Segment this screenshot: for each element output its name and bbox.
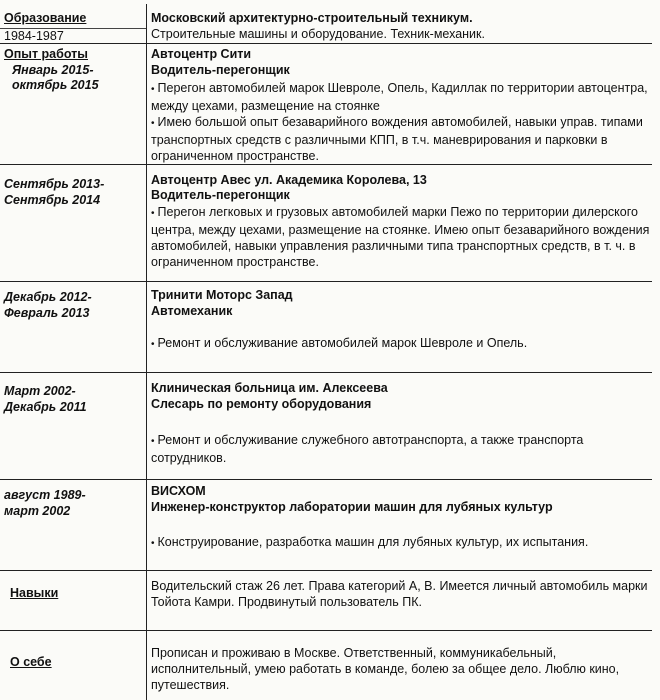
education-years: 1984-1987 [4, 29, 64, 43]
section-divider [0, 479, 652, 480]
section-divider [0, 570, 652, 571]
job-period-start: Январь 2015- [12, 63, 94, 77]
job-position: Водитель-перегонщик [151, 63, 290, 77]
section-divider [0, 43, 652, 44]
job-duties [151, 335, 651, 353]
job-period-start: Декабрь 2012- [4, 290, 92, 304]
education-label: Образование [4, 11, 87, 25]
duty-item: • Ремонт и обслуживание автомобилей марок Шевроле и Опель. [151, 335, 651, 353]
job-period-end: Декабрь 2011 [4, 400, 87, 414]
job-period-end: октябрь 2015 [12, 78, 99, 92]
job-company: Тринити Моторс Запад [151, 288, 293, 302]
job-duties [151, 80, 651, 164]
job-period-start: Сентябрь 2013- [4, 177, 105, 191]
job-duties [151, 204, 651, 270]
job-duties [151, 534, 651, 552]
section-divider [0, 372, 652, 373]
job-position: Автомеханик [151, 304, 233, 318]
education-school: Московский архитектурно-строительный техникум. [151, 11, 473, 25]
job-period-end: март 2002 [4, 504, 71, 518]
job-position: Инженер-конструктор лаборатории машин для лубяных культур [151, 500, 553, 514]
experience-label: Опыт работы [4, 47, 88, 61]
job-company: ВИСХОМ [151, 484, 206, 498]
job-company: Автоцентр Сити [151, 47, 252, 61]
job-period-end: Сентябрь 2014 [4, 193, 101, 207]
job-duties [151, 432, 651, 466]
section-divider [0, 630, 652, 631]
job-period-end: Февраль 2013 [4, 306, 90, 320]
duty-item: • Перегон автомобилей марок Шевроле, Опель, Кадиллак по территории автоцентра, между цехами, размещение на стоянке [151, 80, 651, 114]
skills-text: Водительский стаж 26 лет. Права категорий А, В. Имеется личный автомобиль марки Тойота Камри. Продвинутый пользователь ПК. [151, 579, 648, 609]
job-company: Автоцентр Авес ул. Академика Королева, 13 [151, 173, 427, 187]
duty-item: • Перегон легковых и грузовых автомобилей марки Пежо по территории дилерского центра, между цехами, размещение на стоянке. Имею опыт безаварийного вождения автомобилей, навыки управления различными типа транспортных средств, в т. ч. в ограниченном пространстве. [151, 204, 651, 270]
duty-item: • Конструирование, разработка машин для лубяных культур, их испытания. [151, 534, 651, 552]
job-position: Водитель-перегонщик [151, 188, 290, 202]
duty-item: • Ремонт и обслуживание служебного автотранспорта, а также транспорта сотрудников. [151, 432, 651, 466]
education-specialty: Строительные машины и оборудование. Техник-механик. [151, 27, 485, 41]
duty-item: • Имею большой опыт безаварийного вождения автомобилей, навыки управ. типами транспортных средств с различными КПП, в т.ч. маневрирования и парковки в ограниченном пространстве. [151, 114, 651, 164]
job-position: Слесарь по ремонту оборудования [151, 397, 372, 411]
job-period-start: Март 2002- [4, 384, 76, 398]
job-company: Клиническая больница им. Алексеева [151, 381, 388, 395]
skills-label: Навыки [10, 586, 59, 600]
section-divider [0, 164, 652, 165]
job-period-start: август 1989- [4, 488, 86, 502]
section-divider [0, 281, 652, 282]
about-text: Прописан и проживаю в Москве. Ответственный, коммуникабельный, исполнительный, умею работать в команде, болею за общее дело. Люблю кино, путешествия. [151, 646, 620, 692]
about-label: О себе [10, 655, 52, 669]
